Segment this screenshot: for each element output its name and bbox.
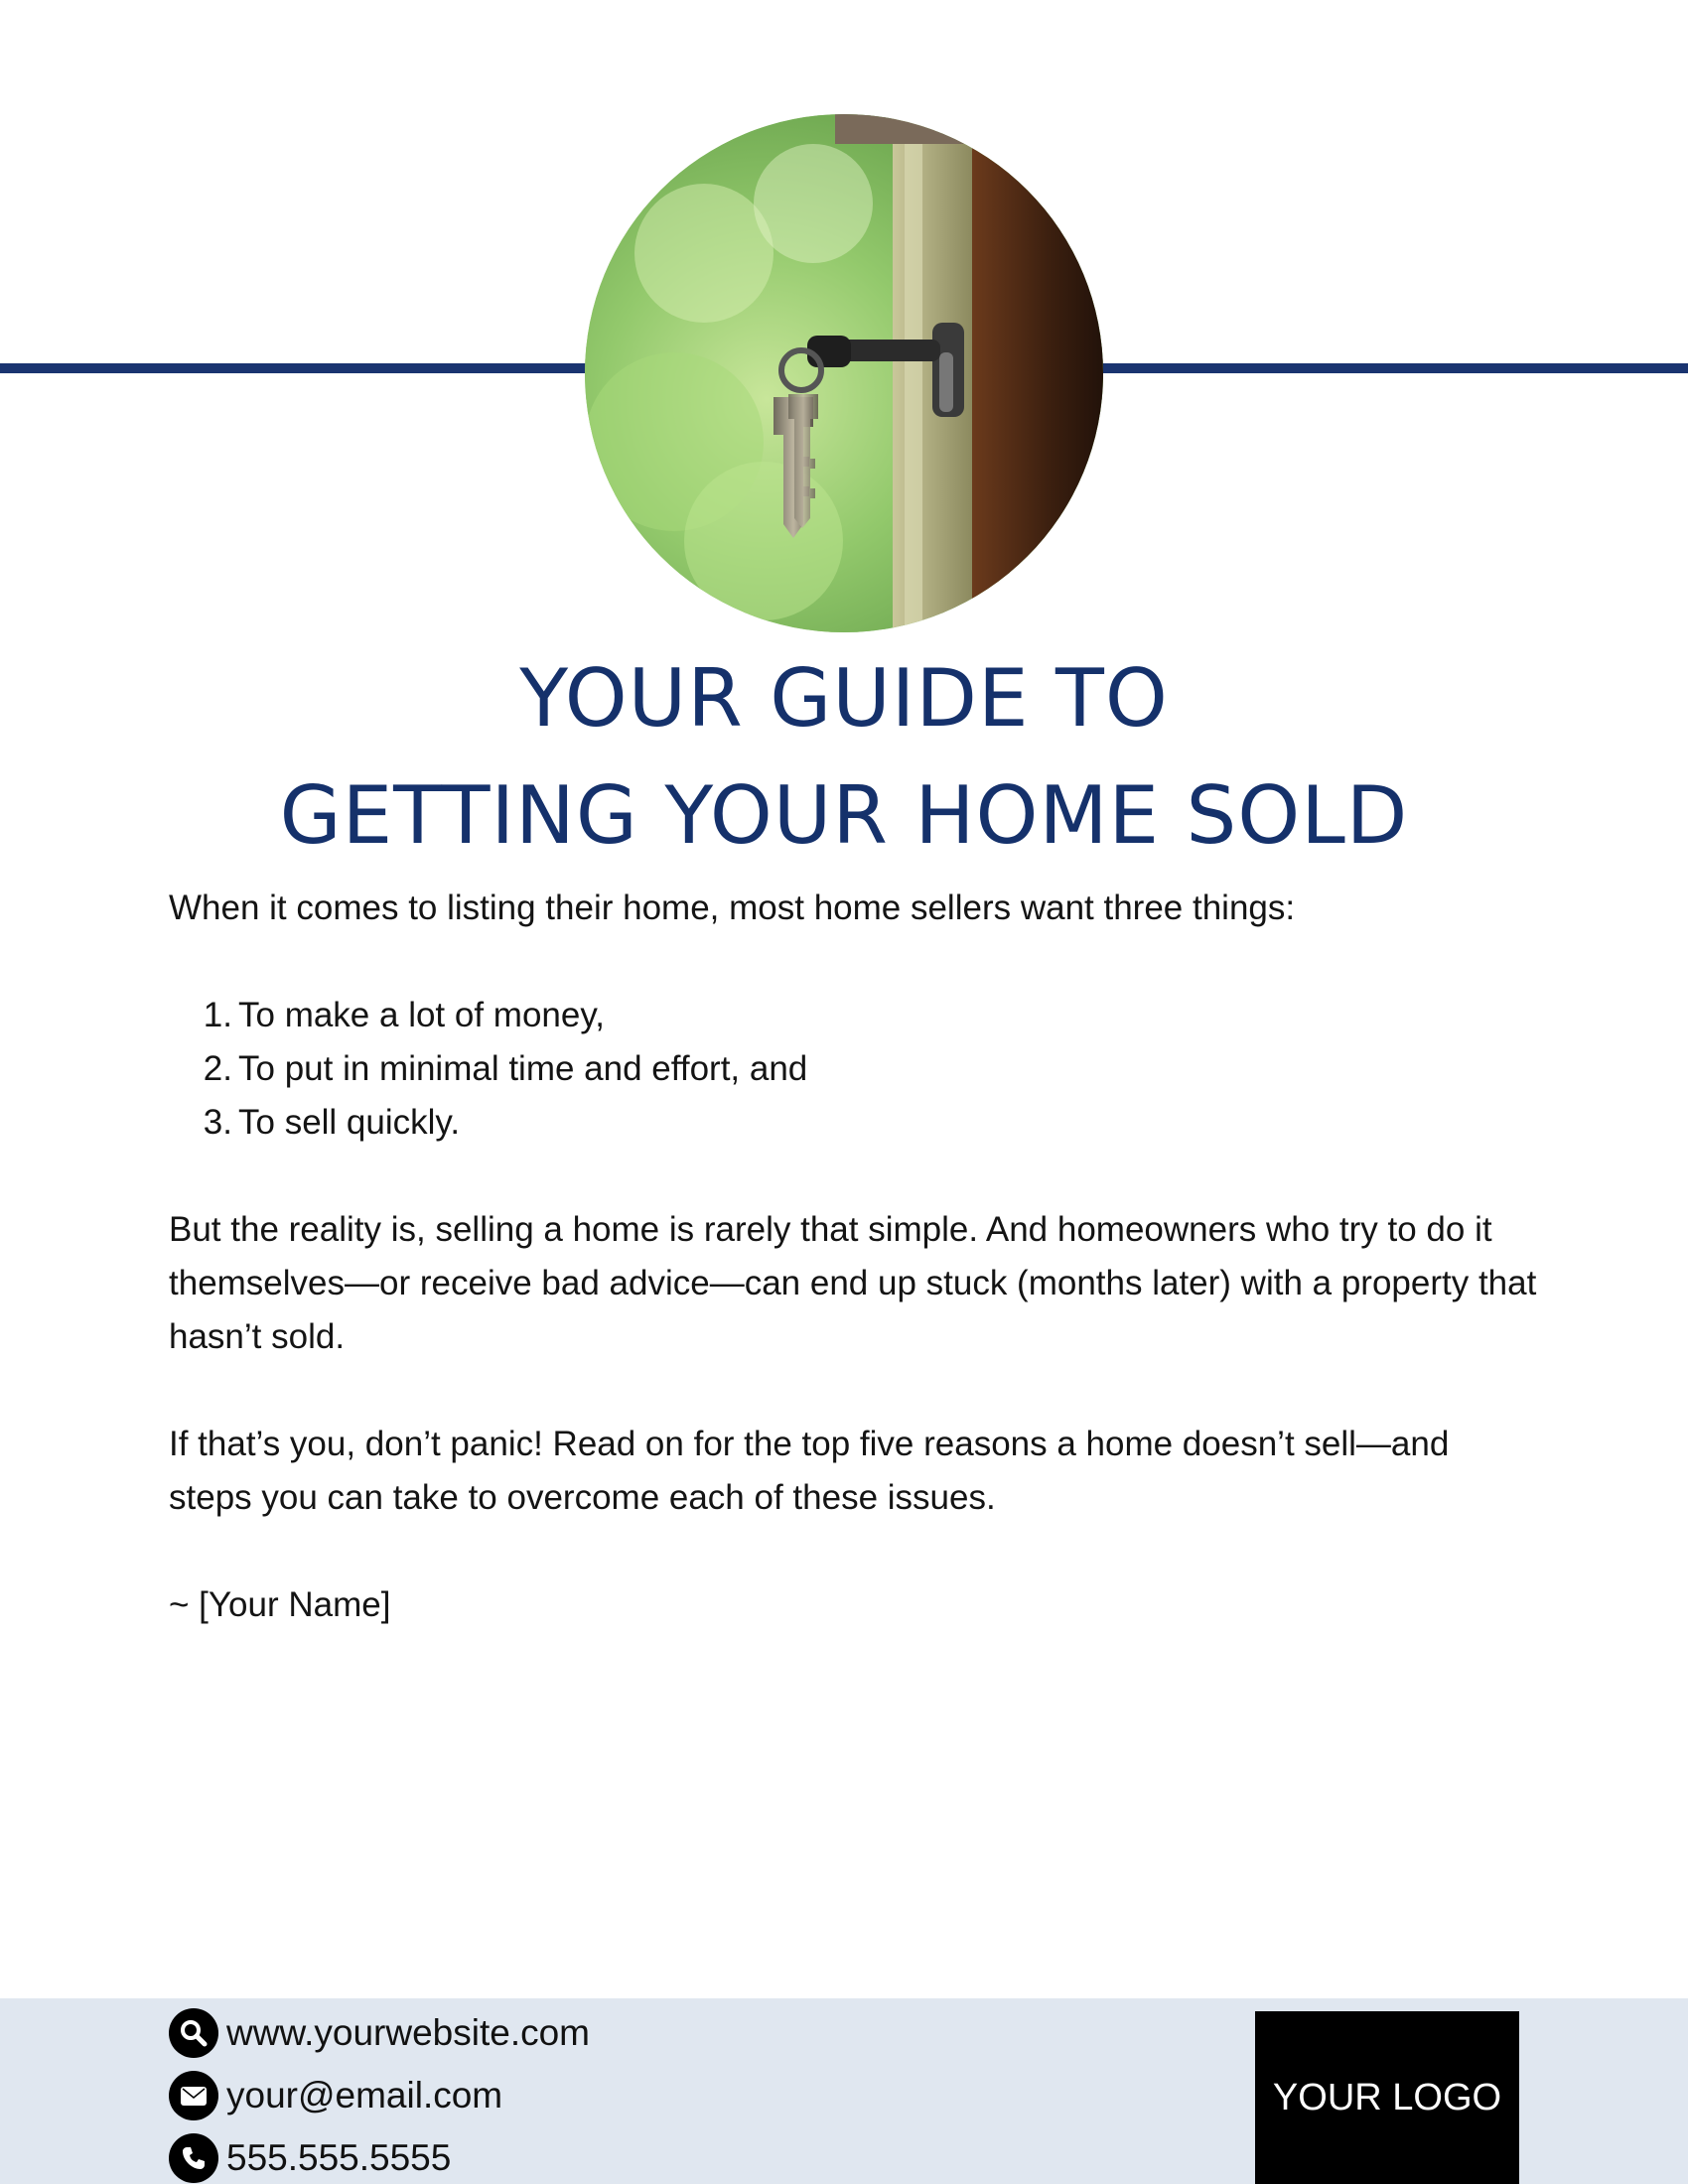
logo-placeholder (1255, 2011, 1519, 2184)
reality-paragraph: But the reality is, selling a home is rarely that simple. And homeowners who try to do it themselves—or receive bad advice—can end up stuck (months later) with a property that hasn’t sold. (169, 1210, 1537, 1356)
list-number: 1. (203, 996, 232, 1034)
website-contact[interactable] (169, 2008, 590, 2058)
logo-text: YOUR LOGO (1272, 2076, 1502, 2118)
list-text: To make a lot of money, (238, 996, 605, 1034)
list-text: To sell quickly. (238, 1103, 461, 1142)
phone-number[interactable]: 555.555.5555 (226, 2137, 452, 2178)
email-icon (169, 2071, 218, 2120)
footer (0, 1998, 1688, 2184)
website-link[interactable]: www.yourwebsite.com (226, 2012, 591, 2053)
document-title (0, 640, 1688, 875)
header-rule-right (1097, 363, 1688, 373)
list-number: 3. (203, 1103, 232, 1142)
signature: ~ [Your Name] (169, 1585, 391, 1624)
key-in-door-photo (585, 114, 1103, 632)
search-icon (169, 2008, 218, 2058)
header-rule-left (0, 363, 591, 373)
list-item (169, 989, 1539, 1042)
intro-paragraph: When it comes to listing their home, most home sellers want three things: (169, 888, 1296, 927)
list-item (169, 1042, 1539, 1096)
title-line-2: GETTING YOUR HOME SOLD (279, 769, 1409, 862)
panic-paragraph: If that’s you, don’t panic! Read on for the top five reasons a home doesn’t sell—and steps you can take to overcome each of these issues. (169, 1425, 1450, 1517)
title-line-1: YOUR GUIDE TO (519, 652, 1169, 745)
email-link[interactable]: your@email.com (226, 2075, 503, 2116)
phone-icon (169, 2133, 218, 2183)
list-item (169, 1096, 1539, 1150)
list-text: To put in minimal time and effort, and (238, 1049, 808, 1088)
list-number: 2. (203, 1049, 232, 1088)
body-content (169, 882, 1539, 1632)
email-contact[interactable] (169, 2071, 502, 2120)
phone-contact[interactable] (169, 2133, 451, 2183)
